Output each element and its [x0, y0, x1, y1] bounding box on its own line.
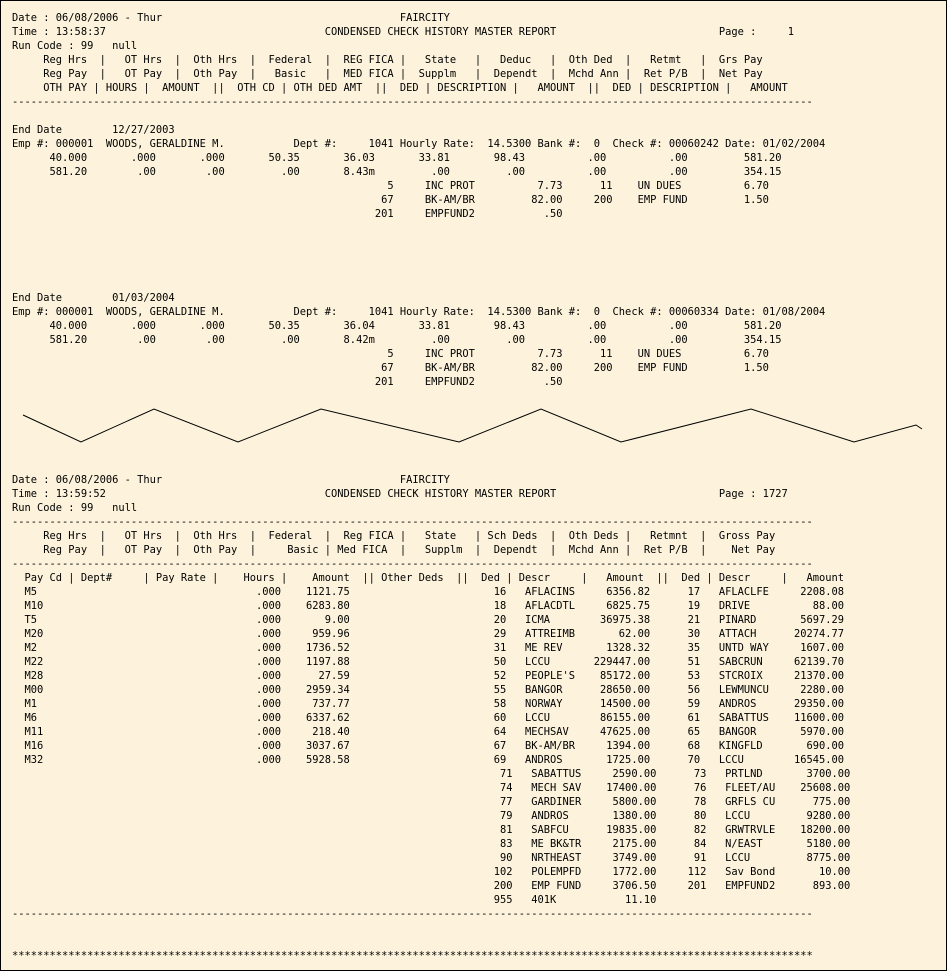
- top-line: End Date 01/03/2004: [12, 292, 175, 304]
- bottom-line: Run Code : 99 null: [12, 502, 138, 514]
- bottom-line: 90 NRTHEAST 3749.00 91 LCCU 8775.00: [12, 852, 851, 864]
- bottom-line: 79 ANDROS 1380.00 80 LCCU 9280.00: [12, 810, 851, 822]
- bottom-line: --------------------------------------------------------------------------------------------------------------------------------: [12, 558, 813, 570]
- top-line: --------------------------------------------------------------------------------------------------------------------------------: [12, 96, 813, 108]
- top-line: 201 EMPFUND2 .50: [12, 376, 563, 388]
- top-line: 67 BK-AM/BR 82.00 200 EMP FUND 1.50: [12, 194, 769, 206]
- bottom-line: 102 POLEMPFD 1772.00 112 Sav Bond 10.00: [12, 866, 851, 878]
- top-line: 581.20 .00 .00 .00 8.43m .00 .00 .00 .00 354.15: [12, 166, 782, 178]
- bottom-line: 200 EMP FUND 3706.50 201 EMPFUND2 893.00: [12, 880, 851, 892]
- top-line: Reg Hrs | OT Hrs | Oth Hrs | Federal | REG FICA | State | Deduc | Oth Ded | Retmt | Grs Pay: [12, 54, 763, 66]
- bottom-line: M00 .000 2959.34 55 BANGOR 28650.00 56 LEWMUNCU 2280.00: [12, 684, 845, 696]
- bottom-line: 81 SABFCU 19835.00 82 GRWTRVLE 18200.00: [12, 824, 851, 836]
- bottom-line: 71 SABATTUS 2590.00 73 PRTLND 3700.00: [12, 768, 851, 780]
- bottom-line: Reg Hrs | OT Hrs | Oth Hrs | Federal | Reg FICA | State | Sch Deds | Oth Deds | Retmnt | Gross Pay: [12, 530, 776, 542]
- bottom-line: --------------------------------------------------------------------------------------------------------------------------------: [12, 908, 813, 920]
- bottom-line: T5 .000 9.00 20 ICMA 36975.38 21 PINARD 5697.29: [12, 614, 845, 626]
- top-line: Run Code : 99 null: [12, 40, 138, 52]
- top-line: 67 BK-AM/BR 82.00 200 EMP FUND 1.50: [12, 362, 769, 374]
- top-line: 581.20 .00 .00 .00 8.42m .00 .00 .00 .00 354.15: [12, 334, 782, 346]
- top-line: 201 EMPFUND2 .50: [12, 208, 563, 220]
- bottom-line: M16 .000 3037.67 67 BK-AM/BR 1394.00 68 KINGFLD 690.00: [12, 740, 845, 752]
- top-line: 5 INC PROT 7.73 11 UN DUES 6.70: [12, 348, 769, 360]
- bottom-line: Reg Pay | OT Pay | Oth Pay | Basic | Med FICA | Supplm | Dependt | Mchd Ann | Ret P/B | Net Pay: [12, 544, 776, 556]
- bottom-line: Time : 13:59:52 CONDENSED CHECK HISTORY MASTER REPORT Page : 1727: [12, 488, 788, 500]
- bottom-line: Pay Cd | Dept# | Pay Rate | Hours | Amount || Other Deds || Ded | Descr | Amount || Ded | Descr | Amount: [12, 572, 845, 584]
- top-line: Emp #: 000001 WOODS, GERALDINE M. Dept #: 1041 Hourly Rate: 14.5300 Bank #: 0 Check #: 00060242 Date: 01/02/2004: [12, 138, 826, 150]
- bottom-line: 955 401K 11.10: [12, 894, 657, 906]
- bottom-line: --------------------------------------------------------------------------------------------------------------------------------: [12, 516, 813, 528]
- bottom-line: M6 .000 6337.62 60 LCCU 86155.00 61 SABATTUS 11600.00: [12, 712, 845, 724]
- bottom-line: 74 MECH SAV 17400.00 76 FLEET/AU 25608.00: [12, 782, 851, 794]
- bottom-line: Date : 06/08/2006 - Thur FAIRCITY: [12, 474, 450, 486]
- bottom-line: M28 .000 27.59 52 PEOPLE'S 85172.00 53 STCROIX 21370.00: [12, 670, 845, 682]
- top-line: OTH PAY | HOURS | AMOUNT || OTH CD | OTH DED AMT || DED | DESCRIPTION | AMOUNT || DED | DESCRIPTION | AMOUNT: [12, 82, 788, 94]
- bottom-line: ********************************************************************************************************************************: [12, 950, 813, 962]
- bottom-line: M11 .000 218.40 64 MECHSAV 47625.00 65 BANGOR 5970.00: [12, 726, 845, 738]
- top-line: 5 INC PROT 7.73 11 UN DUES 6.70: [12, 180, 769, 192]
- top-line: 40.000 .000 .000 50.35 36.03 33.81 98.43 .00 .00 581.20: [12, 152, 782, 164]
- bottom-line: 77 GARDINER 5800.00 78 GRFLS CU 775.00: [12, 796, 851, 808]
- bottom-line: M10 .000 6283.80 18 AFLACDTL 6825.75 19 DRIVE 88.00: [12, 600, 845, 612]
- bottom-report-block: [12, 473, 850, 963]
- bottom-line: M20 .000 959.96 29 ATTREIMB 62.00 30 ATTACH 20274.77: [12, 628, 845, 640]
- top-line: End Date 12/27/2003: [12, 124, 175, 136]
- bottom-line: M5 .000 1121.75 16 AFLACINS 6356.82 17 AFLACLFE 2208.08: [12, 586, 845, 598]
- top-report-block: [12, 11, 825, 389]
- bottom-line: M2 .000 1736.52 31 ME REV 1328.32 35 UNTD WAY 1607.00: [12, 642, 845, 654]
- top-line: 40.000 .000 .000 50.35 36.04 33.81 98.43 .00 .00 581.20: [12, 320, 782, 332]
- top-line: Date : 06/08/2006 - Thur FAIRCITY: [12, 12, 450, 24]
- top-line: Emp #: 000001 WOODS, GERALDINE M. Dept #: 1041 Hourly Rate: 14.5300 Bank #: 0 Check #: 00060334 Date: 01/08/2004: [12, 306, 826, 318]
- bottom-line: M22 .000 1197.88 50 LCCU 229447.00 51 SABCRUN 62139.70: [12, 656, 845, 668]
- top-line: Reg Pay | OT Pay | Oth Pay | Basic | MED FICA | Supplm | Dependt | Mchd Ann | Ret P/B | Net Pay: [12, 68, 763, 80]
- page-break-zigzag: [1, 396, 946, 456]
- bottom-line: 83 ME BK&TR 2175.00 84 N/EAST 5180.00: [12, 838, 851, 850]
- top-line: Time : 13:58:37 CONDENSED CHECK HISTORY MASTER REPORT Page : 1: [12, 26, 794, 38]
- bottom-line: M32 .000 5928.58 69 ANDROS 1725.00 70 LCCU 16545.00: [12, 754, 845, 766]
- bottom-line: M1 .000 737.77 58 NORWAY 14500.00 59 ANDROS 29350.00: [12, 698, 845, 710]
